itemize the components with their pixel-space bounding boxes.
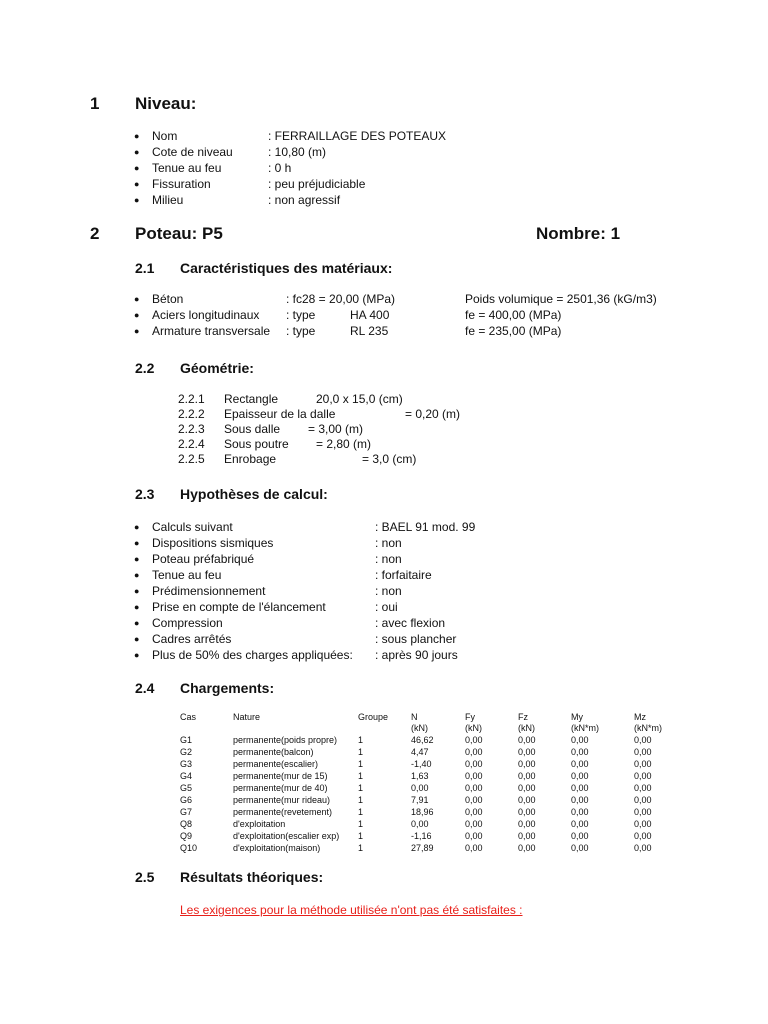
hypothesis-value: : forfaitaire [375,568,432,582]
table-cell: 0,00 [465,735,483,745]
geometry-value: = 0,20 (m) [405,407,461,421]
bullet-icon: ● [134,310,140,320]
material-type: HA 400 [350,308,390,322]
table-unit: (kN) [465,723,482,733]
table-cell: 0,00 [634,759,652,769]
geometry-label: Epaisseur de la dalle [224,407,336,421]
bullet-icon: ● [134,554,140,564]
table-header: Fz [518,712,528,722]
table-cell: 0,00 [411,819,429,829]
material-type: RL 235 [350,324,389,338]
table-cell: 0,00 [571,819,589,829]
table-cell: 0,00 [634,843,652,853]
hypothesis-label: Tenue au feu [152,568,222,582]
table-cell: G1 [180,735,193,745]
hypothesis-value: : BAEL 91 mod. 99 [375,520,476,534]
table-cell: 1 [358,807,364,817]
table-cell: -1,40 [411,759,432,769]
geometry-number: 2.2.4 [178,437,205,451]
table-cell: G4 [180,771,193,781]
table-cell: 0,00 [411,783,429,793]
table-cell: 0,00 [465,843,483,853]
geometry-number: 2.2.5 [178,452,205,466]
material-property: Poids volumique = 2501,36 (kG/m3) [465,292,657,306]
table-cell: 0,00 [634,819,652,829]
level-property-value: : peu préjudiciable [268,177,366,191]
table-cell: 0,00 [465,783,483,793]
bullet-icon: ● [134,294,140,304]
hypothesis-label: Compression [152,616,223,630]
table-cell: 0,00 [634,783,652,793]
level-property-label: Nom [152,129,178,143]
table-header: My [571,712,583,722]
section-2-4-number: 2.4 [135,680,155,696]
material-spec: : type [286,324,316,338]
table-cell: 1 [358,795,364,805]
table-cell: permanente(revetement) [233,807,333,817]
table-cell: 1 [358,771,364,781]
table-cell: d'exploitation [233,819,286,829]
table-cell: 0,00 [518,807,536,817]
table-header: Cas [180,712,197,722]
table-cell: permanente(mur de 15) [233,771,328,781]
bullet-icon: ● [134,634,140,644]
table-cell: 0,00 [518,819,536,829]
material-spec: : fc28 = 20,00 (MPa) [286,292,396,306]
hypothesis-label: Poteau préfabriqué [152,552,255,566]
bullet-icon: ● [134,586,140,596]
table-cell: permanente(balcon) [233,747,314,757]
table-cell: 1 [358,759,364,769]
table-cell: 1,63 [411,771,429,781]
material-property: fe = 235,00 (MPa) [465,324,562,338]
section-2-2-number: 2.2 [135,360,155,376]
table-unit: (kN*m) [571,723,599,733]
table-cell: 1 [358,843,364,853]
table-cell: 0,00 [465,819,483,829]
material-property: fe = 400,00 (MPa) [465,308,562,322]
table-header: Groupe [358,712,389,722]
table-cell: G7 [180,807,193,817]
table-unit: (kN) [518,723,535,733]
section-2-3-number: 2.3 [135,486,155,502]
hypothesis-value: : non [375,552,402,566]
geometry-label: Sous poutre [224,437,289,451]
section-2-5-number: 2.5 [135,869,155,885]
table-cell: 0,00 [465,771,483,781]
hypothesis-value: : non [375,584,402,598]
table-cell: 0,00 [571,735,589,745]
requirements-warning: Les exigences pour la méthode utilisée n'ont pas été satisfaites : [180,903,523,917]
table-cell: 0,00 [571,747,589,757]
table-cell: 0,00 [571,759,589,769]
section-2-title: Poteau: P5 [135,224,223,243]
table-cell: 0,00 [518,783,536,793]
level-property-label: Cote de niveau [152,145,233,159]
section-1-number: 1 [90,94,100,113]
table-cell: 1 [358,735,364,745]
table-unit: (kN) [411,723,428,733]
level-property-label: Fissuration [152,177,211,191]
material-label: Béton [152,292,184,306]
section-2-1-number: 2.1 [135,260,155,276]
table-cell: 7,91 [411,795,429,805]
bullet-icon: ● [134,326,140,336]
table-cell: 1 [358,783,364,793]
table-cell: 0,00 [518,759,536,769]
table-cell: d'exploitation(maison) [233,843,321,853]
level-property-value: : FERRAILLAGE DES POTEAUX [268,129,447,143]
material-spec: : type [286,308,316,322]
geometry-number: 2.2.1 [178,392,205,406]
table-cell: G6 [180,795,193,805]
table-cell: G5 [180,783,193,793]
bullet-icon: ● [134,522,140,532]
section-2-2-title: Géométrie: [180,360,254,376]
geometry-value: = 2,80 (m) [316,437,372,451]
section-2-5-title: Résultats théoriques: [180,869,324,885]
table-cell: 27,89 [411,843,434,853]
table-cell: 0,00 [465,807,483,817]
table-cell: 0,00 [518,747,536,757]
geometry-label: Enrobage [224,452,277,466]
table-cell: permanente(mur rideau) [233,795,331,805]
geometry-number: 2.2.2 [178,407,205,421]
material-label: Armature transversale [152,324,271,338]
table-cell: 0,00 [634,831,652,841]
bullet-icon: ● [134,163,140,173]
hypothesis-value: : après 90 jours [375,648,458,662]
hypothesis-label: Calculs suivant [152,520,233,534]
table-cell: 0,00 [571,771,589,781]
table-cell: 0,00 [465,795,483,805]
hypothesis-value: : non [375,536,402,550]
geometry-value: = 3,0 (cm) [362,452,417,466]
section-1-title: Niveau: [135,94,197,113]
column-count: Nombre: 1 [536,224,621,243]
geometry-label: Rectangle [224,392,279,406]
table-cell: 1 [358,747,364,757]
table-cell: 0,00 [634,771,652,781]
bullet-icon: ● [134,650,140,660]
hypothesis-label: Plus de 50% des charges appliquées: [152,648,353,662]
table-cell: Q9 [180,831,193,841]
table-cell: 0,00 [634,807,652,817]
table-cell: 4,47 [411,747,429,757]
table-cell: 0,00 [571,807,589,817]
hypothesis-value: : avec flexion [375,616,446,630]
table-cell: 0,00 [518,831,536,841]
geometry-number: 2.2.3 [178,422,205,436]
level-property-label: Milieu [152,193,184,207]
table-cell: 0,00 [571,831,589,841]
table-cell: 0,00 [634,795,652,805]
table-cell: -1,16 [411,831,432,841]
table-header: Nature [233,712,261,722]
hypothesis-value: : oui [375,600,398,614]
table-cell: Q8 [180,819,193,829]
hypothesis-label: Prise en compte de l'élancement [152,600,326,614]
table-header: Mz [634,712,646,722]
level-property-value: : non agressif [268,193,341,207]
section-2-number: 2 [90,224,100,243]
table-cell: 18,96 [411,807,434,817]
bullet-icon: ● [134,618,140,628]
table-header: N [411,712,418,722]
table-cell: 0,00 [571,843,589,853]
table-cell: G3 [180,759,193,769]
table-cell: d'exploitation(escalier exp) [233,831,340,841]
level-property-value: : 0 h [268,161,292,175]
bullet-icon: ● [134,179,140,189]
hypothesis-label: Cadres arrêtés [152,632,232,646]
material-label: Aciers longitudinaux [152,308,260,322]
table-header: Fy [465,712,475,722]
table-cell: 0,00 [465,747,483,757]
geometry-value: = 3,00 (m) [308,422,364,436]
section-2-3-title: Hypothèses de calcul: [180,486,328,502]
hypothesis-label: Dispositions sismiques [152,536,274,550]
table-cell: 0,00 [634,735,652,745]
table-cell: G2 [180,747,193,757]
table-cell: 0,00 [571,795,589,805]
table-cell: 0,00 [518,771,536,781]
table-unit: (kN*m) [634,723,662,733]
table-cell: 46,62 [411,735,434,745]
section-2-1-title: Caractéristiques des matériaux: [180,260,393,276]
table-cell: permanente(mur de 40) [233,783,328,793]
table-cell: 0,00 [518,795,536,805]
hypothesis-label: Prédimensionnement [152,584,266,598]
bullet-icon: ● [134,131,140,141]
table-cell: 0,00 [518,735,536,745]
bullet-icon: ● [134,147,140,157]
table-cell: Q10 [180,843,198,853]
geometry-value: 20,0 x 15,0 (cm) [316,392,403,406]
table-cell: 0,00 [465,759,483,769]
table-cell: 0,00 [571,783,589,793]
table-cell: 0,00 [634,747,652,757]
table-cell: 0,00 [465,831,483,841]
level-property-label: Tenue au feu [152,161,222,175]
bullet-icon: ● [134,538,140,548]
table-cell: permanente(escalier) [233,759,319,769]
bullet-icon: ● [134,602,140,612]
table-cell: permanente(poids propre) [233,735,338,745]
table-cell: 1 [358,831,364,841]
bullet-icon: ● [134,570,140,580]
table-cell: 1 [358,819,364,829]
level-property-value: : 10,80 (m) [268,145,327,159]
hypothesis-value: : sous plancher [375,632,457,646]
bullet-icon: ● [134,195,140,205]
section-2-4-title: Chargements: [180,680,275,696]
table-cell: 0,00 [518,843,536,853]
geometry-label: Sous dalle [224,422,281,436]
